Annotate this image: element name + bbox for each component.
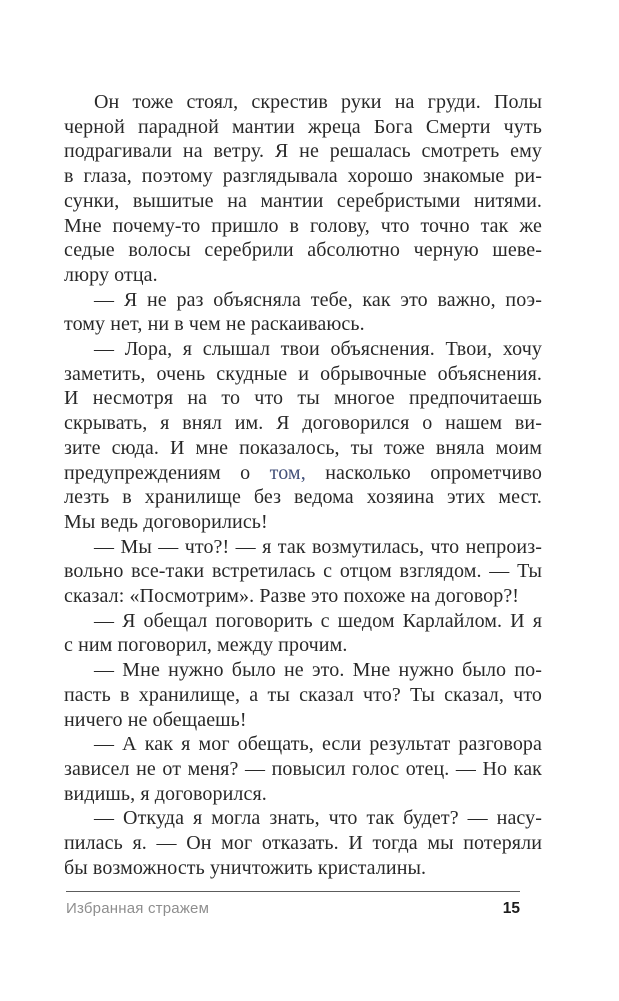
footer-row (66, 900, 520, 918)
text-line: — А как я мог обещать, если результат разговора (94, 733, 542, 756)
paragraph (64, 535, 542, 609)
text-line: пилась я. — Он мог отказать. И тогда мы потеряли (64, 832, 542, 855)
text-line: тому нет, ни в чем не раскаиваюсь. (64, 313, 365, 336)
text-line: сказал: «Посмотрим». Разве это похоже на договор?! (64, 585, 520, 608)
text-line: Мне почему-то пришло в голову, что точно так же (64, 214, 542, 237)
text-line: Мы ведь договорились! (64, 510, 268, 533)
paragraph (64, 90, 542, 288)
text-line: вольно все-таки встретилась с отцом взглядом. — Ты (64, 560, 542, 583)
text-line: бы возможность уничтожить кристалины. (64, 856, 427, 879)
text-line: — Мне нужно было не это. Мне нужно было по- (94, 659, 542, 682)
footer-book-title: Избранная стражем (66, 900, 210, 917)
paragraph (64, 337, 542, 535)
text-line: в глаза, поэтому разглядывала хорошо знакомые ри- (64, 165, 542, 188)
text-line: люру отца. (64, 263, 158, 286)
text-line: — Мы — что?! — я так возмутилась, что непроиз- (94, 535, 542, 558)
text-line: подрагивали на ветру. Я не решалась смотреть ему (64, 140, 542, 163)
text-line: видишь, я договорился. (64, 782, 267, 805)
text-line: сунки, вышитые на мантии серебристыми нитями. (64, 189, 542, 212)
text-line: ничего не обещаешь! (64, 708, 247, 731)
text-line: седые волосы серебрили абсолютно черную шеве- (64, 239, 542, 262)
footer-page-number: 15 (502, 900, 520, 917)
highlighted-word: том, (269, 461, 306, 484)
paragraph (64, 288, 542, 337)
text-line: скрывать, я внял им. Я договорился о нашем ви- (64, 412, 542, 435)
paragraph (64, 806, 542, 880)
text-line: пасть в хранилище, а ты сказал что? Ты сказал, что (64, 683, 542, 706)
paragraph (64, 732, 542, 806)
footer (66, 891, 520, 918)
text-line: — Откуда я могла знать, что так будет? — насу- (94, 807, 542, 830)
text-line: И несмотря на то что ты многое предпочитаешь (64, 387, 542, 410)
text-line: лезть в хранилище без ведома хозяина этих мест. (64, 486, 542, 509)
text-line: зите сюда. И мне показалось, ты тоже вняла моим (64, 436, 542, 459)
text-line: предупреждениям о том, насколько опрометчиво (64, 461, 542, 484)
text-line: с ним поговорил, между прочим. (64, 634, 348, 657)
text-line: зависел не от меня? — повысил голос отец. — Но как (64, 757, 542, 780)
footer-divider (66, 891, 520, 892)
text-line: — Я обещал поговорить с шедом Карлайлом. И я (94, 609, 542, 632)
book-page-text (64, 90, 542, 881)
text-line: Он тоже стоял, скрестив руки на груди. Полы (94, 91, 542, 113)
text-line: черной парадной мантии жреца Бога Смерти чуть (64, 115, 542, 138)
text-line: — Лора, я слышал твои объяснения. Твои, хочу (94, 338, 542, 361)
text-line: — Я не раз объясняла тебе, как это важно, поэ- (94, 288, 542, 311)
paragraph (64, 658, 542, 732)
paragraph (64, 609, 542, 658)
text-line: заметить, очень скудные и обрывочные объяснения. (64, 362, 542, 385)
